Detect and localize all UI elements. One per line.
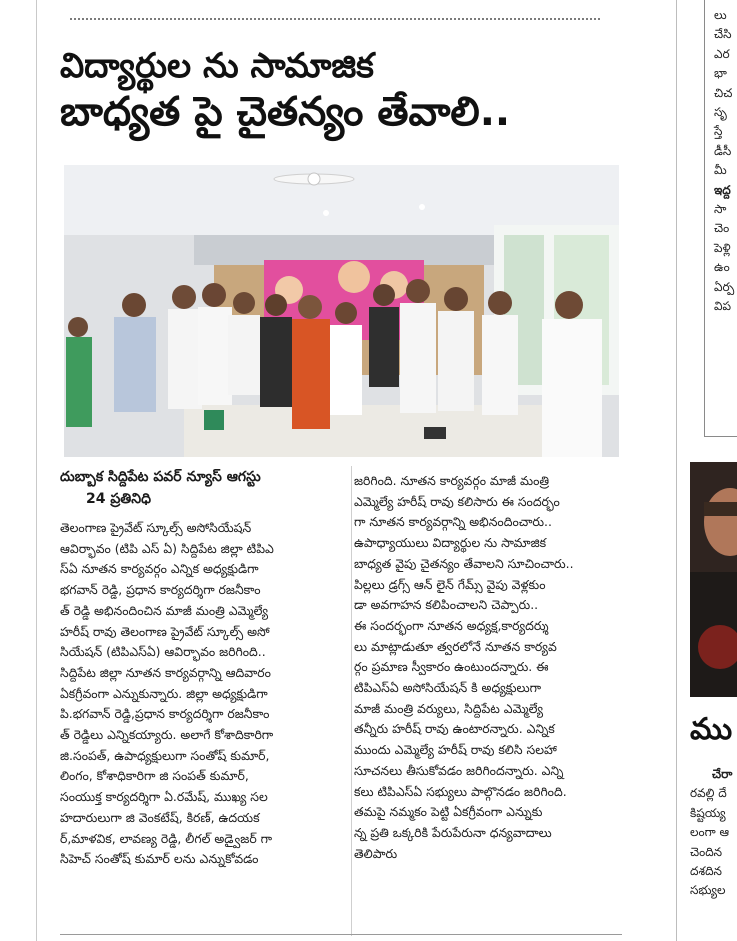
text-line: లింగం, కోశాధికారిగా జి సంపత్ కుమార్,: [60, 768, 249, 784]
side-portrait-photo: [690, 462, 737, 697]
text-line: లు మాట్లాడుతూ త్వరలోనే నూతన కార్యవ: [354, 638, 557, 654]
side-text-line: చిచ: [714, 85, 733, 100]
text-line: ఈ సందర్భంగా నూతన అధ్యక్ష,కార్యదర్శు: [354, 617, 549, 633]
side-text-line: మీ: [714, 163, 727, 178]
text-line: తెలంగాణ ప్రైవేట్ స్కూల్స్ అసోసియేషన్: [60, 520, 252, 535]
side-text-line: ఇద్ద: [714, 182, 731, 197]
text-line: బాధ్యత వైపు చైతన్యం తేవాలని సూచించారు..: [354, 555, 574, 571]
text-line: తమపై నమ్మకం పెట్టి ఏకగ్రీవంగా ఎన్నుకు: [354, 804, 543, 820]
column-divider: [351, 466, 352, 936]
side-text-line: సృ: [714, 105, 727, 120]
headline-line-2: బాధ్యత పై చైతన్యం తేవాలి..: [60, 88, 511, 135]
page-rule-left: [36, 0, 37, 941]
side-text-line: పెళ్లి: [714, 240, 731, 255]
text-line: ఉపాధ్యాయులు విద్యార్థుల ను సామాజిక: [354, 535, 547, 551]
text-line: సంయుక్త కార్యదర్శిగా ఏ.రమేష్, ముఖ్య సల: [60, 789, 268, 805]
side-text-line: చెం: [714, 221, 730, 236]
text-line: న్న ప్రతి ఒక్కరికి పేరుపేరునా ధన్యవాదాలు: [354, 824, 552, 840]
text-line: తన్నీరు హరీష్ రావు ఉంటారన్నారు. ఎన్నిక: [354, 721, 555, 737]
text-line: సిద్దిపేట జిల్లా నూతన కార్యవర్గాన్ని ఆదివారం: [60, 664, 271, 680]
bottom-rule: [60, 934, 622, 935]
side-text-line: ఏర్ప: [714, 279, 735, 294]
article-column-1: [60, 518, 350, 870]
dateline-line-1: దుబ్బాక సిద్దిపేట పవర్ న్యూస్ ఆగస్టు: [60, 469, 261, 485]
text-line: త్ రెడ్డి అభినందించిన మాజీ మంత్రి ఎమ్మెల్యే: [60, 602, 269, 618]
side-text-line: ఎర: [714, 46, 730, 61]
dotted-separator: [70, 18, 600, 20]
text-line: ర్గం ప్రమాణ స్వీకారం ఉంటుందన్నారు. ఈ: [354, 659, 549, 675]
article-column-2: [354, 471, 622, 864]
side-text-line: దశదిన: [690, 864, 722, 879]
text-line: టిపిఎస్ఏ అసోసియేషన్ కి అధ్యక్షులుగా: [354, 680, 542, 696]
dateline: [60, 466, 350, 510]
side-text-line: చేరా: [712, 767, 733, 781]
text-line: గా నూతన కార్యవర్గాన్ని అభినందించారు..: [354, 514, 552, 530]
side-text-line: సా: [714, 202, 727, 217]
column-rule: [676, 0, 677, 941]
text-line: తెలిపారు: [354, 845, 398, 861]
text-line: హరీష్ రావు తెలంగాణ ప్రైవేట్ స్కూల్స్ అసో: [60, 623, 270, 639]
side-article-bottom-text: [690, 765, 733, 901]
group-photo-illustration: [64, 165, 619, 457]
side-text-line: లు: [714, 8, 727, 22]
side-text-line: చెందిన: [690, 844, 723, 859]
side-text-line: కిష్టయ్య: [690, 805, 726, 820]
text-line: ర్,మాళవిక, లావణ్య రెడ్డి, లీగల్ అడ్వైజర్ గా: [60, 830, 273, 846]
text-line: సిహెచ్ సంతోష్ కుమార్ లను ఎన్నుకోవడం: [60, 851, 259, 867]
headline-line-1: విద్యార్థుల ను సామాజిక: [60, 46, 374, 86]
side-text-line: లంగా ఆ: [690, 825, 730, 840]
text-line: ఏకగ్రీవంగా ఎన్నుకున్నారు. జిల్లా అధ్యక్షుడిగా: [60, 685, 268, 701]
text-line: ముందు ఎమ్మెల్యే హరీష్ రావు కలిసి సలహా: [354, 742, 557, 758]
text-line: స్ఏ నూతన కార్యవర్గం ఎన్నిక అధ్యక్షుడిగా: [60, 561, 259, 577]
text-line: పిల్లలు డ్రగ్స్ ఆన్ లైన్ గేమ్స్ వైపు వెళ్లకుం: [354, 576, 546, 592]
side-text-line: విప: [714, 299, 732, 314]
text-line: ఎమ్మెల్యే హరీష్ రావు కలిసారు ఈ సందర్భం: [354, 493, 560, 509]
side-text-line: రవల్లి దే: [690, 786, 727, 801]
side-text-line: భా: [714, 66, 727, 81]
side-text-line: ఉం: [714, 260, 730, 275]
portrait-illustration: [690, 462, 737, 697]
text-line: త్ రెడ్డిలు ఎన్నికయ్యారు. అలాగే కోశాదికారిగా: [60, 727, 274, 743]
side-article-headline: ము: [690, 712, 733, 747]
article-headline: [60, 48, 660, 134]
text-line: మాజీ మంత్రి వర్యులు, సిద్దిపేట ఎమ్మెల్యే: [354, 700, 544, 716]
text-line: జరిగింది. నూతన కార్యవర్గం మాజీ మంత్రి: [354, 473, 550, 488]
side-article-text: [714, 6, 737, 317]
text-line: కలు టిపిఎస్ఏ సభ్యులు పాల్గొనడం జరిగింది.: [354, 783, 567, 799]
text-line: డా అవగాహన కలిపించాలని చెప్పారు..: [354, 597, 539, 613]
side-text-line: చేసి: [714, 27, 732, 42]
text-line: సూచనలు తీసుకోవడం జరిగిందన్నారు. ఎన్ని: [354, 762, 564, 778]
side-text-line: స్తే: [714, 124, 723, 139]
text-line: పి.భగవాన్ రెడ్డి,ప్రధాన కార్యదర్శిగా రజనీకాం: [60, 706, 270, 722]
text-line: జి.సంపత్, ఉపాధ్యక్షులుగా సంతోష్ కుమార్,: [60, 747, 270, 763]
text-line: ఆవిర్భావం (టిపి ఎస్ ఏ) సిద్దిపేట జిల్లా టిపిఎ: [60, 540, 274, 556]
dateline-line-2: 24 ప్రతినిధి: [86, 491, 151, 507]
group-photo: [64, 165, 619, 457]
text-line: భగవాన్ రెడ్డి, ప్రధాన కార్యదర్శిగా రజనీకాం: [60, 582, 261, 598]
side-text-line: సభ్యుల: [690, 883, 726, 898]
text-line: సియేషన్ (టిపిఎస్ఏ) ఆవిర్భావం జరిగింది..: [60, 644, 266, 660]
side-text-line: డీసీ: [714, 143, 732, 158]
text-line: హదారులుగా జి వెంకటేష్, కిరణ్, ఉదయక: [60, 809, 260, 825]
